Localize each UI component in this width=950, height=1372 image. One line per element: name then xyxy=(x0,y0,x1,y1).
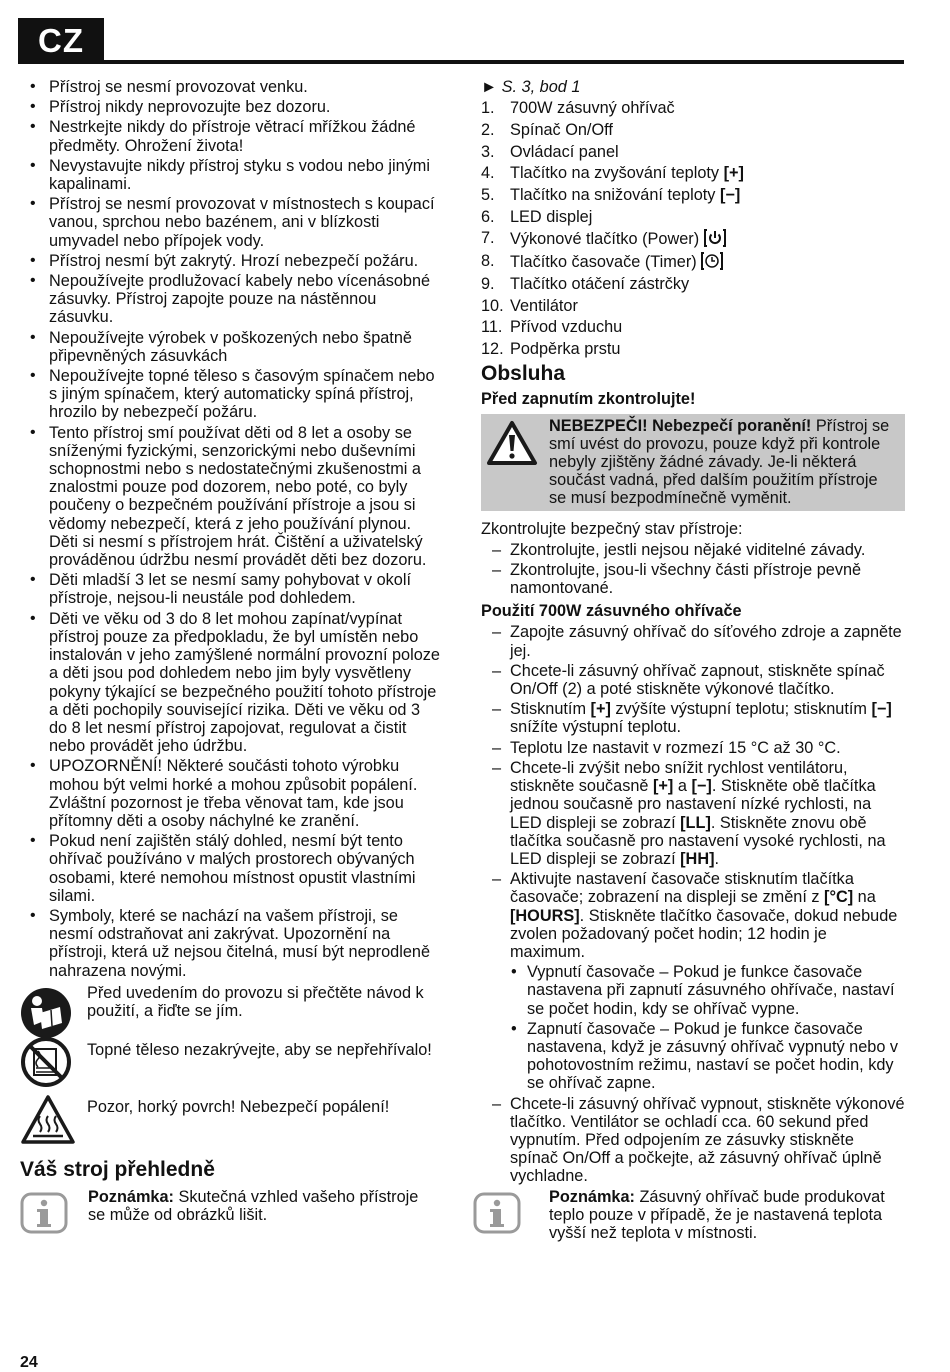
part-label: Tlačítko na zvyšování teploty xyxy=(510,164,724,183)
page-number: 24 xyxy=(20,1354,38,1371)
check-item: – Zkontrolujte, jsou-li všechny části přístroje pevně namontované. xyxy=(481,561,905,597)
timer-icon xyxy=(701,252,723,270)
use-item-key: [−] xyxy=(871,700,892,719)
left-column xyxy=(20,78,440,1224)
part-item xyxy=(481,186,905,204)
part-label: Ventilátor xyxy=(510,296,578,315)
info-icon xyxy=(473,1192,521,1234)
part-label: Výkonové tlačítko (Power) xyxy=(510,230,704,249)
part-number: 10. xyxy=(481,296,504,315)
parts-list xyxy=(481,99,905,358)
timer-sub-item: • Zapnutí časovače – Pokud je funkce časovače nastavena, když je zásuvný ohřívač vypnutý nebo v pohotovostním režimu, nastaví se počet hodin, kdy se ohřívač zapne. xyxy=(510,1020,905,1093)
part-symbol: [+] xyxy=(723,164,744,183)
part-item xyxy=(481,99,905,117)
operation-heading: Obsluha xyxy=(481,361,566,385)
part-item xyxy=(481,121,905,139)
part-label: Tlačítko časovače (Timer) xyxy=(510,253,702,272)
use-item-text: na xyxy=(853,888,876,907)
use-item-text: Zapojte zásuvný ohřívač do síťového zdroje a zapněte jej. xyxy=(510,623,902,660)
use-item-text: . Stiskněte tlačítko časovače, dokud nebude zvolen požadovaný počet hodin; 12 hodin je maximum. xyxy=(510,906,898,961)
overview-note-label: Poznámka: xyxy=(88,1187,174,1206)
safety-item: • Děti mladší 3 let se nesmí samy pohybovat v okolí přístroje, nejsou-li neustále pod dohledem. xyxy=(28,571,440,607)
use-item-key: [−] xyxy=(691,777,712,796)
symbol-text-hot-surface: Pozor, horký povrch! Nebezpečí popálení! xyxy=(87,1097,390,1116)
safety-item: • Nepoužívejte prodlužovací kabely nebo vícenásobné zásuvky. Přístroj zapojte pouze na nástěnnou zásuvku. xyxy=(28,272,440,327)
use-item-key: [+] xyxy=(590,700,611,719)
check-heading: Před zapnutím zkontrolujte! xyxy=(481,389,696,408)
use-item-text: . xyxy=(714,849,720,868)
danger-text: Přístroj se smí uvést do provozu, pouze když při kontrole nebyly zjištěny žádné závady. Je-li některá součást vadná, před dalším použitím přístroje se musí bezpodmínečně vyměnit. xyxy=(549,416,890,508)
use-item-text: Chcete-li zásuvný ohřívač vypnout, stiskněte výkonové tlačítko. Ventilátor se ochladí cca. 60 sekund před vypnutím. Před odpojením ze zásuvky stiskněte spínač On/Off a počkejte, až zásuvný ohřívač úplně vychladne. xyxy=(510,1094,905,1186)
power-icon xyxy=(704,229,726,247)
part-label: Tlačítko na snižování teploty xyxy=(510,186,720,205)
part-number: 4. xyxy=(481,164,495,183)
use-item xyxy=(481,700,905,736)
part-label: Ovládací panel xyxy=(510,142,619,161)
hot-surface-icon xyxy=(20,1094,76,1146)
use-item-key: [HOURS] xyxy=(510,906,580,925)
use-heading: Použití 700W zásuvného ohřívače xyxy=(481,602,742,621)
part-label: LED displej xyxy=(510,207,593,226)
part-number: 1. xyxy=(481,99,495,118)
use-item-key: [°C] xyxy=(824,888,854,907)
use-item-text: a xyxy=(673,777,692,796)
safety-item: • Přístroj nesmí být zakrytý. Hrozí nebezpečí požáru. xyxy=(28,252,440,270)
use-item-text: snížíte výstupní teplotu. xyxy=(510,718,682,737)
use-item-text: . Stiskněte znovu obě tlačítka současně pro nastavení vysoké rychlosti, na LED displeji se zobrazí xyxy=(510,813,886,868)
part-number: 7. xyxy=(481,229,495,248)
use-item-text: zvýšíte výstupní teplotu; stisknutím xyxy=(610,700,872,719)
use-item-text: Aktivujte nastavení časovače stisknutím tlačítka časovače; zobrazení na displeji se změní z xyxy=(510,870,854,907)
warning-triangle-icon xyxy=(486,420,538,466)
figure-reference: ► S. 3, bod 1 xyxy=(481,78,581,96)
part-label: Přívod vzduchu xyxy=(510,318,623,337)
part-item xyxy=(481,275,905,293)
use-item xyxy=(481,739,905,757)
check-intro: Zkontrolujte bezpečný stav přístroje: xyxy=(481,519,743,538)
part-item xyxy=(481,164,905,182)
safety-list xyxy=(28,78,440,980)
timer-sub-item: • Vypnutí časovače – Pokud je funkce časovače nastavena při zapnutí zásuvného ohřívače, nastaví se počet hodin, kdy se ohřívač vypne. xyxy=(510,963,905,1018)
right-column xyxy=(481,78,905,1242)
safety-item: • Přístroj se nesmí provozovat v místnostech s koupací vanou, sprchou nebo bazénem, ani v blízkosti umyvadel nebo přípojek vody. xyxy=(28,195,440,250)
overview-note-text: Skutečná vzhled vašeho přístroje se může od obrázků lišit. xyxy=(88,1187,419,1224)
part-item xyxy=(481,297,905,315)
use-item xyxy=(481,870,905,1092)
part-item xyxy=(481,318,905,336)
part-item xyxy=(481,340,905,358)
language-tab: CZ xyxy=(18,18,104,64)
use-item xyxy=(481,662,905,698)
safety-item: • Přístroj se nesmí provozovat venku. xyxy=(28,78,440,96)
part-label: 700W zásuvný ohřívač xyxy=(510,99,675,118)
safety-item: • Nepoužívejte topné těleso s časovým spínačem nebo s jiným spínačem, který automaticky spíná přístroj, hrozilo by nebezpečí požáru. xyxy=(28,367,440,422)
final-note-text: Zásuvný ohřívač bude produkovat teplo pouze v případě, že je nastavená teplota vyšší než teplota v místnosti. xyxy=(549,1187,885,1242)
use-item-text: Chcete-li zásuvný ohřívač zapnout, stiskněte spínač On/Off (2) a poté stiskněte výkonové tlačítko. xyxy=(510,661,885,699)
use-list xyxy=(481,623,905,1185)
symbol-text-read-manual: Před uvedením do provozu si přečtěte návod k použití, a řiďte se jím. xyxy=(87,983,424,1020)
part-label: Podpěrka prstu xyxy=(510,339,621,358)
part-number: 5. xyxy=(481,186,495,205)
part-number: 2. xyxy=(481,120,495,139)
part-item xyxy=(481,229,905,248)
safety-item: • Nestrkejte nikdy do přístroje větrací mřížkou žádné předměty. Ohrožení života! xyxy=(28,118,440,154)
safety-item: • Tento přístroj smí používat děti od 8 let a osoby se sníženými fyzickými, senzorickými nebo duševními schopnostmi nebo s nedostatečnými zkušenostmi a znalostmi pouze pod dozorem, nebo poté, co byly poučeny o bezpečném používání přístroje a jsou si vědomy nebezpečí, která z jeho používání plynou. Děti si nesmí s přístrojem hrát. Čištění a uživatelský prováděnou údržbu nesmí provádět děti bez dozoru. xyxy=(28,424,440,570)
use-item-text: Teplotu lze nastavit v rozmezí 15 °C až 30 °C. xyxy=(510,738,841,757)
part-item xyxy=(481,143,905,161)
safety-item: • Symboly, které se nachází na vašem přístroji, se nesmí odstraňovat ani zakrývat. Upozornění na přístroji, která už nejsou čitelná, musí být neprodleně nahrazena novými. xyxy=(28,907,440,980)
check-list xyxy=(481,541,905,598)
header-rule xyxy=(18,60,904,64)
part-symbol: [−] xyxy=(719,186,741,205)
symbol-hot-surface xyxy=(28,1098,440,1158)
figure-reference-text: S. 3, bod 1 xyxy=(501,78,581,96)
part-number: 9. xyxy=(481,274,495,293)
part-label: Spínač On/Off xyxy=(510,120,613,139)
use-item-key: [LL] xyxy=(680,813,711,832)
use-item xyxy=(481,623,905,659)
overview-heading: Váš stroj přehledně xyxy=(20,1157,215,1181)
safety-item: • Děti ve věku od 3 do 8 let mohou zapínat/vypínat přístroj pouze za předpokladu, že byl umístěn nebo instalován v jeho zamýšlené normální provozní poloze a děti jsou pod dohledem nebo jim byly vysvětleny pokyny týkající se bezpečného použití tohoto přístroje a děti pochopily související rizika. Děti ve věku od 3 do 8 let nesmí přístroj zapojovat, regulovat a čistit nebo provádět jeho údržbu. xyxy=(28,610,440,756)
part-number: 6. xyxy=(481,207,495,226)
info-icon xyxy=(20,1192,68,1234)
symbol-read-manual xyxy=(28,984,440,1041)
safety-item: • Přístroj nikdy neprovozujte bez dozoru. xyxy=(28,98,440,116)
use-item-text: Chcete-li zvýšit nebo snížit rychlost ventilátoru, stiskněte současně xyxy=(510,758,848,796)
part-label: Tlačítko otáčení zástrčky xyxy=(510,274,690,293)
final-note-label: Poznámka: xyxy=(549,1187,635,1206)
use-item xyxy=(481,759,905,868)
symbols-section xyxy=(28,984,440,1158)
page-header xyxy=(18,18,904,66)
check-item: – Zkontrolujte, jestli nejsou nějaké viditelné závady. xyxy=(481,541,905,559)
danger-box xyxy=(481,414,905,511)
overview-note xyxy=(28,1188,440,1224)
use-item-key: [+] xyxy=(653,777,674,796)
danger-label: NEBEZPEČI! Nebezpečí poranění! xyxy=(549,416,812,435)
use-item-key: [HH] xyxy=(680,849,715,868)
safety-item: • Nepoužívejte výrobek v poškozených nebo špatně připevněných zásuvkách xyxy=(28,329,440,365)
safety-item: • Nevystavujte nikdy přístroj styku s vodou nebo jinými kapalinami. xyxy=(28,157,440,193)
safety-item: • Pokud není zajištěn stálý dohled, nesmí být tento ohřívač používáno v malých prostorech obývaných osobami, které nemohou místnost opustit vlastními silami. xyxy=(28,832,440,905)
part-item xyxy=(481,252,905,271)
part-number: 8. xyxy=(481,252,495,271)
symbol-text-do-not-cover: Topné těleso nezakrývejte, aby se nepřehřívalo! xyxy=(87,1040,432,1059)
use-item xyxy=(481,1095,905,1186)
part-number: 11. xyxy=(481,318,503,337)
use-item-text: . Stiskněte obě tlačítka jednou současně pro nastavení nízké rychlosti, na LED displeji se zobrazí xyxy=(510,777,876,832)
timer-sub-list xyxy=(510,963,905,1092)
part-number: 12. xyxy=(481,339,504,358)
read-manual-icon xyxy=(20,987,72,1039)
symbol-do-not-cover xyxy=(28,1041,440,1098)
part-item xyxy=(481,208,905,226)
do-not-cover-icon xyxy=(20,1036,72,1088)
safety-item: • UPOZORNĚNÍ! Některé součásti tohoto výrobku mohou být velmi horké a mohou způsobit popálení. Zvláštní pozornost je třeba věnovat tam, kde jsou přítomny děti a osoby náchylné ke zranění. xyxy=(28,757,440,830)
use-item-text: Stisknutím xyxy=(510,700,591,719)
final-note xyxy=(481,1188,905,1243)
part-number: 3. xyxy=(481,142,495,161)
